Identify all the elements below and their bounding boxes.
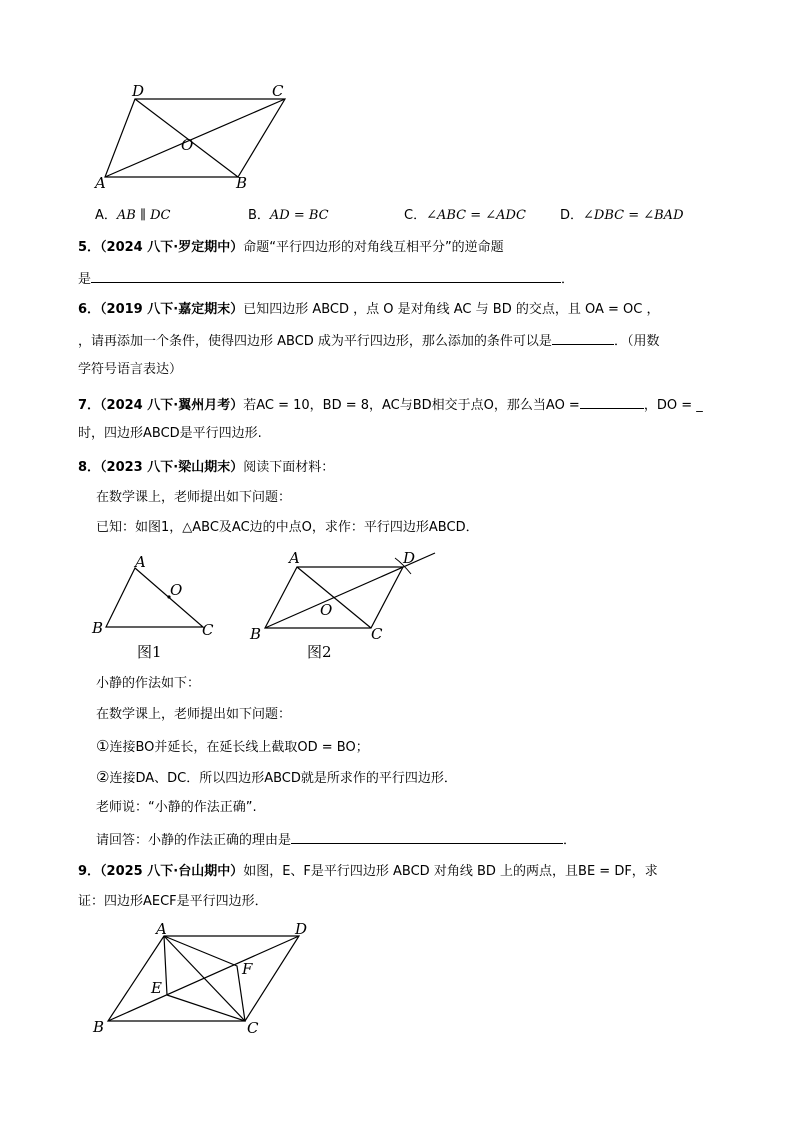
vertex-label-f: F <box>242 960 253 978</box>
q8-material-line5 <box>96 799 257 817</box>
question-source: （2024 八下·罗定期中） <box>100 240 244 255</box>
question-number: 9． <box>78 864 101 879</box>
q8-step-1 <box>96 737 369 757</box>
question-text: 连接BO并延长，在延长线上截取OD = BO； <box>109 740 369 755</box>
question-text: 学符号语言表达） <box>78 362 183 377</box>
question-text: 老师说：“小静的作法正确”. <box>96 800 257 815</box>
q8-material-line3 <box>96 675 200 693</box>
question-text: 是 <box>78 272 92 287</box>
q4-option-d[interactable] <box>560 207 684 225</box>
q8-material-line1 <box>96 489 291 507</box>
question-number: 5． <box>78 240 101 255</box>
vertex-label-b: B <box>250 625 262 643</box>
question-text: 命题“平行四边形的对角线互相平分”的逆命题 <box>243 240 504 255</box>
question-text: 已知：如图1，△ABC及AC边的中点O，求作：平行四边形ABCD． <box>96 520 479 535</box>
question-number: 8． <box>78 460 101 475</box>
question-text: 如图，E、F是平行四边形 ABCD 对角线 BD 上的两点，且BE = DF，求 <box>243 864 658 879</box>
q6-line1 <box>78 301 659 319</box>
vertex-label-a: A <box>289 549 300 567</box>
question-source: （2024 八下·翼州月考） <box>100 398 244 413</box>
vertex-label-a: A <box>95 174 106 192</box>
q9-line1 <box>78 863 658 881</box>
q8-material-line2 <box>96 519 479 537</box>
question-text: ． <box>561 272 575 287</box>
vertex-label-b: B <box>93 1018 105 1036</box>
q9-parallelogram-figure <box>88 920 328 1040</box>
q8-figure-1-triangle <box>88 550 228 665</box>
vertex-label-d: D <box>132 82 145 100</box>
question-text: ．（用数 <box>613 334 660 349</box>
vertex-label-b: B <box>236 174 248 192</box>
answer-blank-ao[interactable] <box>580 395 644 409</box>
option-text: AB ∥ DC <box>116 208 171 223</box>
option-letter: A． <box>95 208 117 223</box>
diagonal-ac <box>297 567 371 628</box>
question-text: 若AC = 10，BD = 8，AC与BD相交于点O，那么当AO = <box>243 398 580 413</box>
figure-caption: 图1 <box>137 643 162 661</box>
question-text: 证：四边形AECF是平行四边形． <box>78 894 268 909</box>
question-text: ． <box>563 833 577 848</box>
step-marker: ① <box>96 737 110 755</box>
diagonal-ac <box>105 99 285 177</box>
q8-material-line4 <box>96 706 291 724</box>
vertex-label-e: E <box>151 979 162 997</box>
q9-line2 <box>78 893 268 911</box>
question-text: 在数学课上，老师提出如下问题： <box>96 707 292 722</box>
q4-parallelogram-figure <box>90 80 300 195</box>
q8-answer-line <box>96 830 576 850</box>
question-source: （2023 八下·梁山期末） <box>100 460 244 475</box>
question-text: ，请再添加一个条件，使得四边形 ABCD 成为平行四边形，那么添加的条件可以是 <box>78 334 552 349</box>
answer-blank[interactable] <box>91 269 561 283</box>
figure-caption: 图2 <box>307 643 332 661</box>
q4-option-b[interactable] <box>248 207 329 225</box>
answer-blank[interactable] <box>552 331 614 345</box>
vertex-label-d: D <box>403 549 416 567</box>
vertex-label-d: D <box>295 920 308 938</box>
triangle-abc <box>106 568 203 627</box>
option-letter: D． <box>560 208 584 223</box>
step-marker: ② <box>96 768 110 786</box>
vertex-label-a: A <box>156 920 167 938</box>
vertex-label-a: A <box>135 553 146 571</box>
vertex-label-c: C <box>247 1019 259 1037</box>
q4-option-c[interactable] <box>404 207 526 225</box>
diagonal-ac <box>164 936 245 1021</box>
q5-line2 <box>78 269 574 289</box>
vertex-label-o: O <box>181 136 194 154</box>
option-text: AD = BC <box>269 208 329 223</box>
q6-line3 <box>78 361 182 379</box>
question-number: 7． <box>78 398 101 413</box>
q6-line2 <box>78 331 659 351</box>
q7-line1 <box>78 395 703 415</box>
q5-line1 <box>78 239 504 257</box>
vertex-label-c: C <box>371 625 383 643</box>
question-text: ，DO = _ <box>643 398 703 413</box>
q8-line1 <box>78 459 334 477</box>
q7-line2 <box>78 425 262 443</box>
vertex-label-b: B <box>92 619 104 637</box>
question-text: 在数学课上，老师提出如下问题： <box>96 490 292 505</box>
question-text: 时，四边形ABCD是平行四边形. <box>78 426 262 441</box>
q4-option-a[interactable] <box>95 207 171 225</box>
question-source: （2025 八下·台山期中） <box>100 864 244 879</box>
option-text: ∠DBC = ∠BAD <box>583 208 684 223</box>
vertex-label-c: C <box>272 82 284 100</box>
question-text: 连接DA、DC．所以四边形ABCD就是所求作的平行四边形． <box>109 771 457 786</box>
question-text: 已知四边形 ABCD ，点 O 是对角线 AC 与 BD 的交点，且 OA = OC ， <box>243 302 660 317</box>
question-text: 阅读下面材料： <box>243 460 335 475</box>
q8-figure-2-parallelogram <box>245 548 445 663</box>
question-text: 请回答：小静的作法正确的理由是 <box>96 833 292 848</box>
option-letter: B． <box>248 208 270 223</box>
question-text: 小静的作法如下： <box>96 676 201 691</box>
vertex-label-o: O <box>320 601 333 619</box>
answer-blank[interactable] <box>291 830 563 844</box>
option-letter: C． <box>404 208 427 223</box>
option-text: ∠ABC = ∠ADC <box>426 208 526 223</box>
question-number: 6． <box>78 302 101 317</box>
vertex-label-c: C <box>202 621 214 639</box>
question-source: （2019 八下·嘉定期末） <box>100 302 244 317</box>
q8-step-2 <box>96 768 457 788</box>
vertex-label-o: O <box>170 581 183 599</box>
